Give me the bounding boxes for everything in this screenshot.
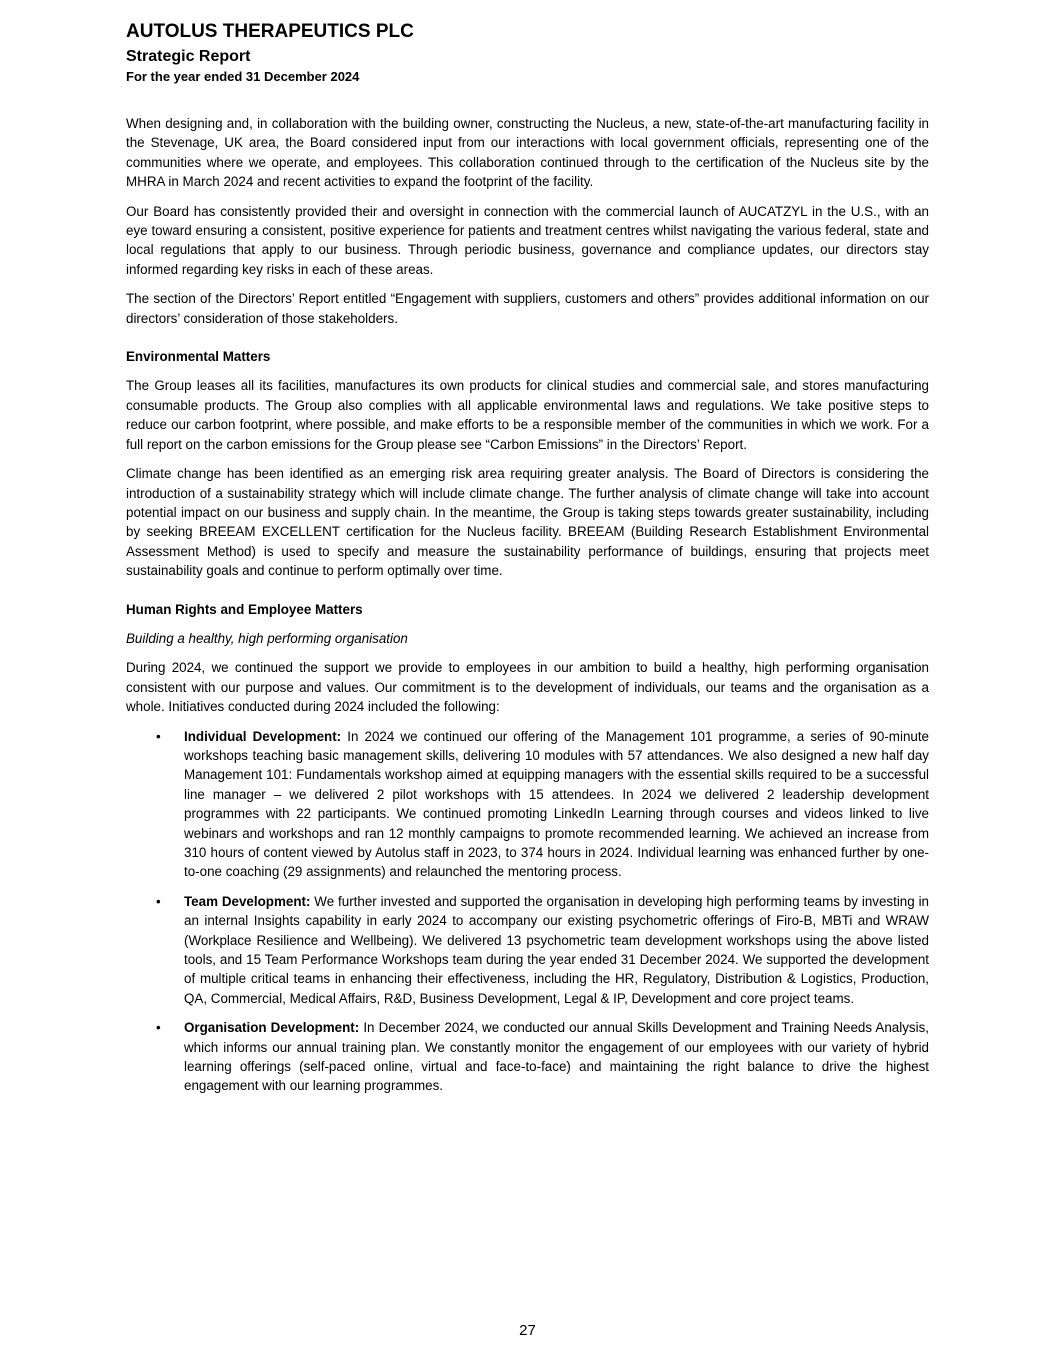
bullet-text: In 2024 we continued our offering of the Management 101 programme, a series of 90-minute workshops teaching basic management skills, delivering 10 modules with 57 attendances. We also designed a new half day Management 101: Fundamentals workshop aimed at equipping managers with the essential skills required to be a successful line manager – we delivered 2 pilot workshops with 15 attendees. In 2024 we delivered 2 leadership development programmes with 22 participants. We continued promoting LinkedIn Learning through courses and videos linked to live webinars and workshops and ran 12 monthly campaigns to promote recommended learning. We achieved an increase from 310 hours of content viewed by Autolus staff in 2023, to 374 hours in 2024. Individual learning was enhanced further by one-to-one coaching (29 assignments) and relaunched the mentoring process. [184, 728, 930, 880]
list-item [126, 892, 929, 1008]
list-item [126, 1018, 929, 1096]
list-item [126, 727, 929, 882]
paragraph: The section of the Directors’ Report entitled “Engagement with suppliers, customers and others” provides additional information on our directors’ consideration of those stakeholders. [126, 291, 929, 326]
bullet-list [126, 727, 929, 1096]
section-heading-environmental: Environmental Matters [126, 349, 271, 365]
paragraph: When designing and, in collaboration with the building owner, constructing the Nucleus, a new, state-of-the-art manufacturing facility in the Stevenage, UK area, the Board considered input from our interactions with local government officials, representing one of the communities where we operate, and employees. This collaboration continued through to the certification of the Nucleus site by the MHRA in March 2024 and recent activities to expand the footprint of the facility. [126, 116, 929, 190]
report-title: Strategic Report [126, 48, 251, 65]
bullet-title: Individual Development: [184, 728, 342, 744]
bullet-icon: • [156, 1020, 161, 1036]
bullet-title: Team Development: [184, 893, 311, 909]
bullet-text: In December 2024, we conducted our annual Skills Development and Training Needs Analysis, which informs our annual training plan. We constantly monitor the engagement of our employees with our variety of hybrid learning offerings (self-paced online, virtual and face-to-face) and maintaining the right balance to drive the highest engagement with our learning programmes. [184, 1020, 929, 1094]
bullet-icon: • [156, 893, 161, 909]
company-name: AUTOLUS THERAPEUTICS PLC [126, 21, 414, 42]
section-heading-human-rights: Human Rights and Employee Matters [126, 601, 363, 617]
report-period: For the year ended 31 December 2024 [126, 69, 360, 84]
subheading: Building a healthy, high performing organisation [126, 630, 408, 646]
bullet-icon: • [156, 728, 161, 744]
bullet-title: Organisation Development: [184, 1020, 360, 1036]
page-header [126, 20, 414, 86]
page-number: 27 [519, 1322, 536, 1339]
document-body [126, 114, 929, 1106]
paragraph: Our Board has consistently provided their and oversight in connection with the commercial launch of AUCATZYL in the U.S., with an eye toward ensuring a consistent, positive experience for patients and treatment centres whilst navigating the various federal, state and local regulations that apply to our business. Through periodic business, governance and compliance updates, our directors stay informed regarding key risks in each of these areas. [126, 203, 929, 277]
paragraph: During 2024, we continued the support we provide to employees in our ambition to build a healthy, high performing organisation consistent with our purpose and values. Our commitment is to the development of individuals, our teams and the organisation as a whole. Initiatives conducted during 2024 included the following: [126, 660, 929, 715]
bullet-text: We further invested and supported the organisation in developing high performing teams by investing in an internal Insights capability in early 2024 to accompany our existing psychometric offerings of Firo-B, MBTi and WRAW (Workplace Resilience and Wellbeing). We delivered 13 psychometric team development workshops using the above listed tools, and 15 Team Performance Workshops team during the year ended 31 December 2024. We supported the development of multiple critical teams in enhancing their effectiveness, including the HR, Regulatory, Distribution & Logistics, Production, QA, Commercial, Medical Affairs, R&D, Business Development, Legal & IP, Development and core project teams. [184, 893, 930, 1006]
paragraph: The Group leases all its facilities, manufactures its own products for clinical studies and commercial sale, and stores manufacturing consumable products. The Group also complies with all applicable environmental laws and regulations. We take positive steps to reduce our carbon footprint, where possible, and make efforts to be a responsible member of the communities in which we work. For a full report on the carbon emissions for the Group please see “Carbon Emissions” in the Directors’ Report. [126, 378, 929, 452]
paragraph: Climate change has been identified as an emerging risk area requiring greater analysis. The Board of Directors is considering the introduction of a sustainability strategy which will include climate change. The further analysis of climate change will take into account potential impact on our business and supply chain. In the meantime, the Group is taking steps towards greater sustainability, including by seeking BREEAM EXCELLENT certification for the Nucleus facility. BREEAM (Building Research Establishment Environmental Assessment Method) is used to specify and measure the sustainability performance of buildings, ensuring that projects meet sustainability goals and continue to perform optimally over time. [126, 466, 929, 579]
